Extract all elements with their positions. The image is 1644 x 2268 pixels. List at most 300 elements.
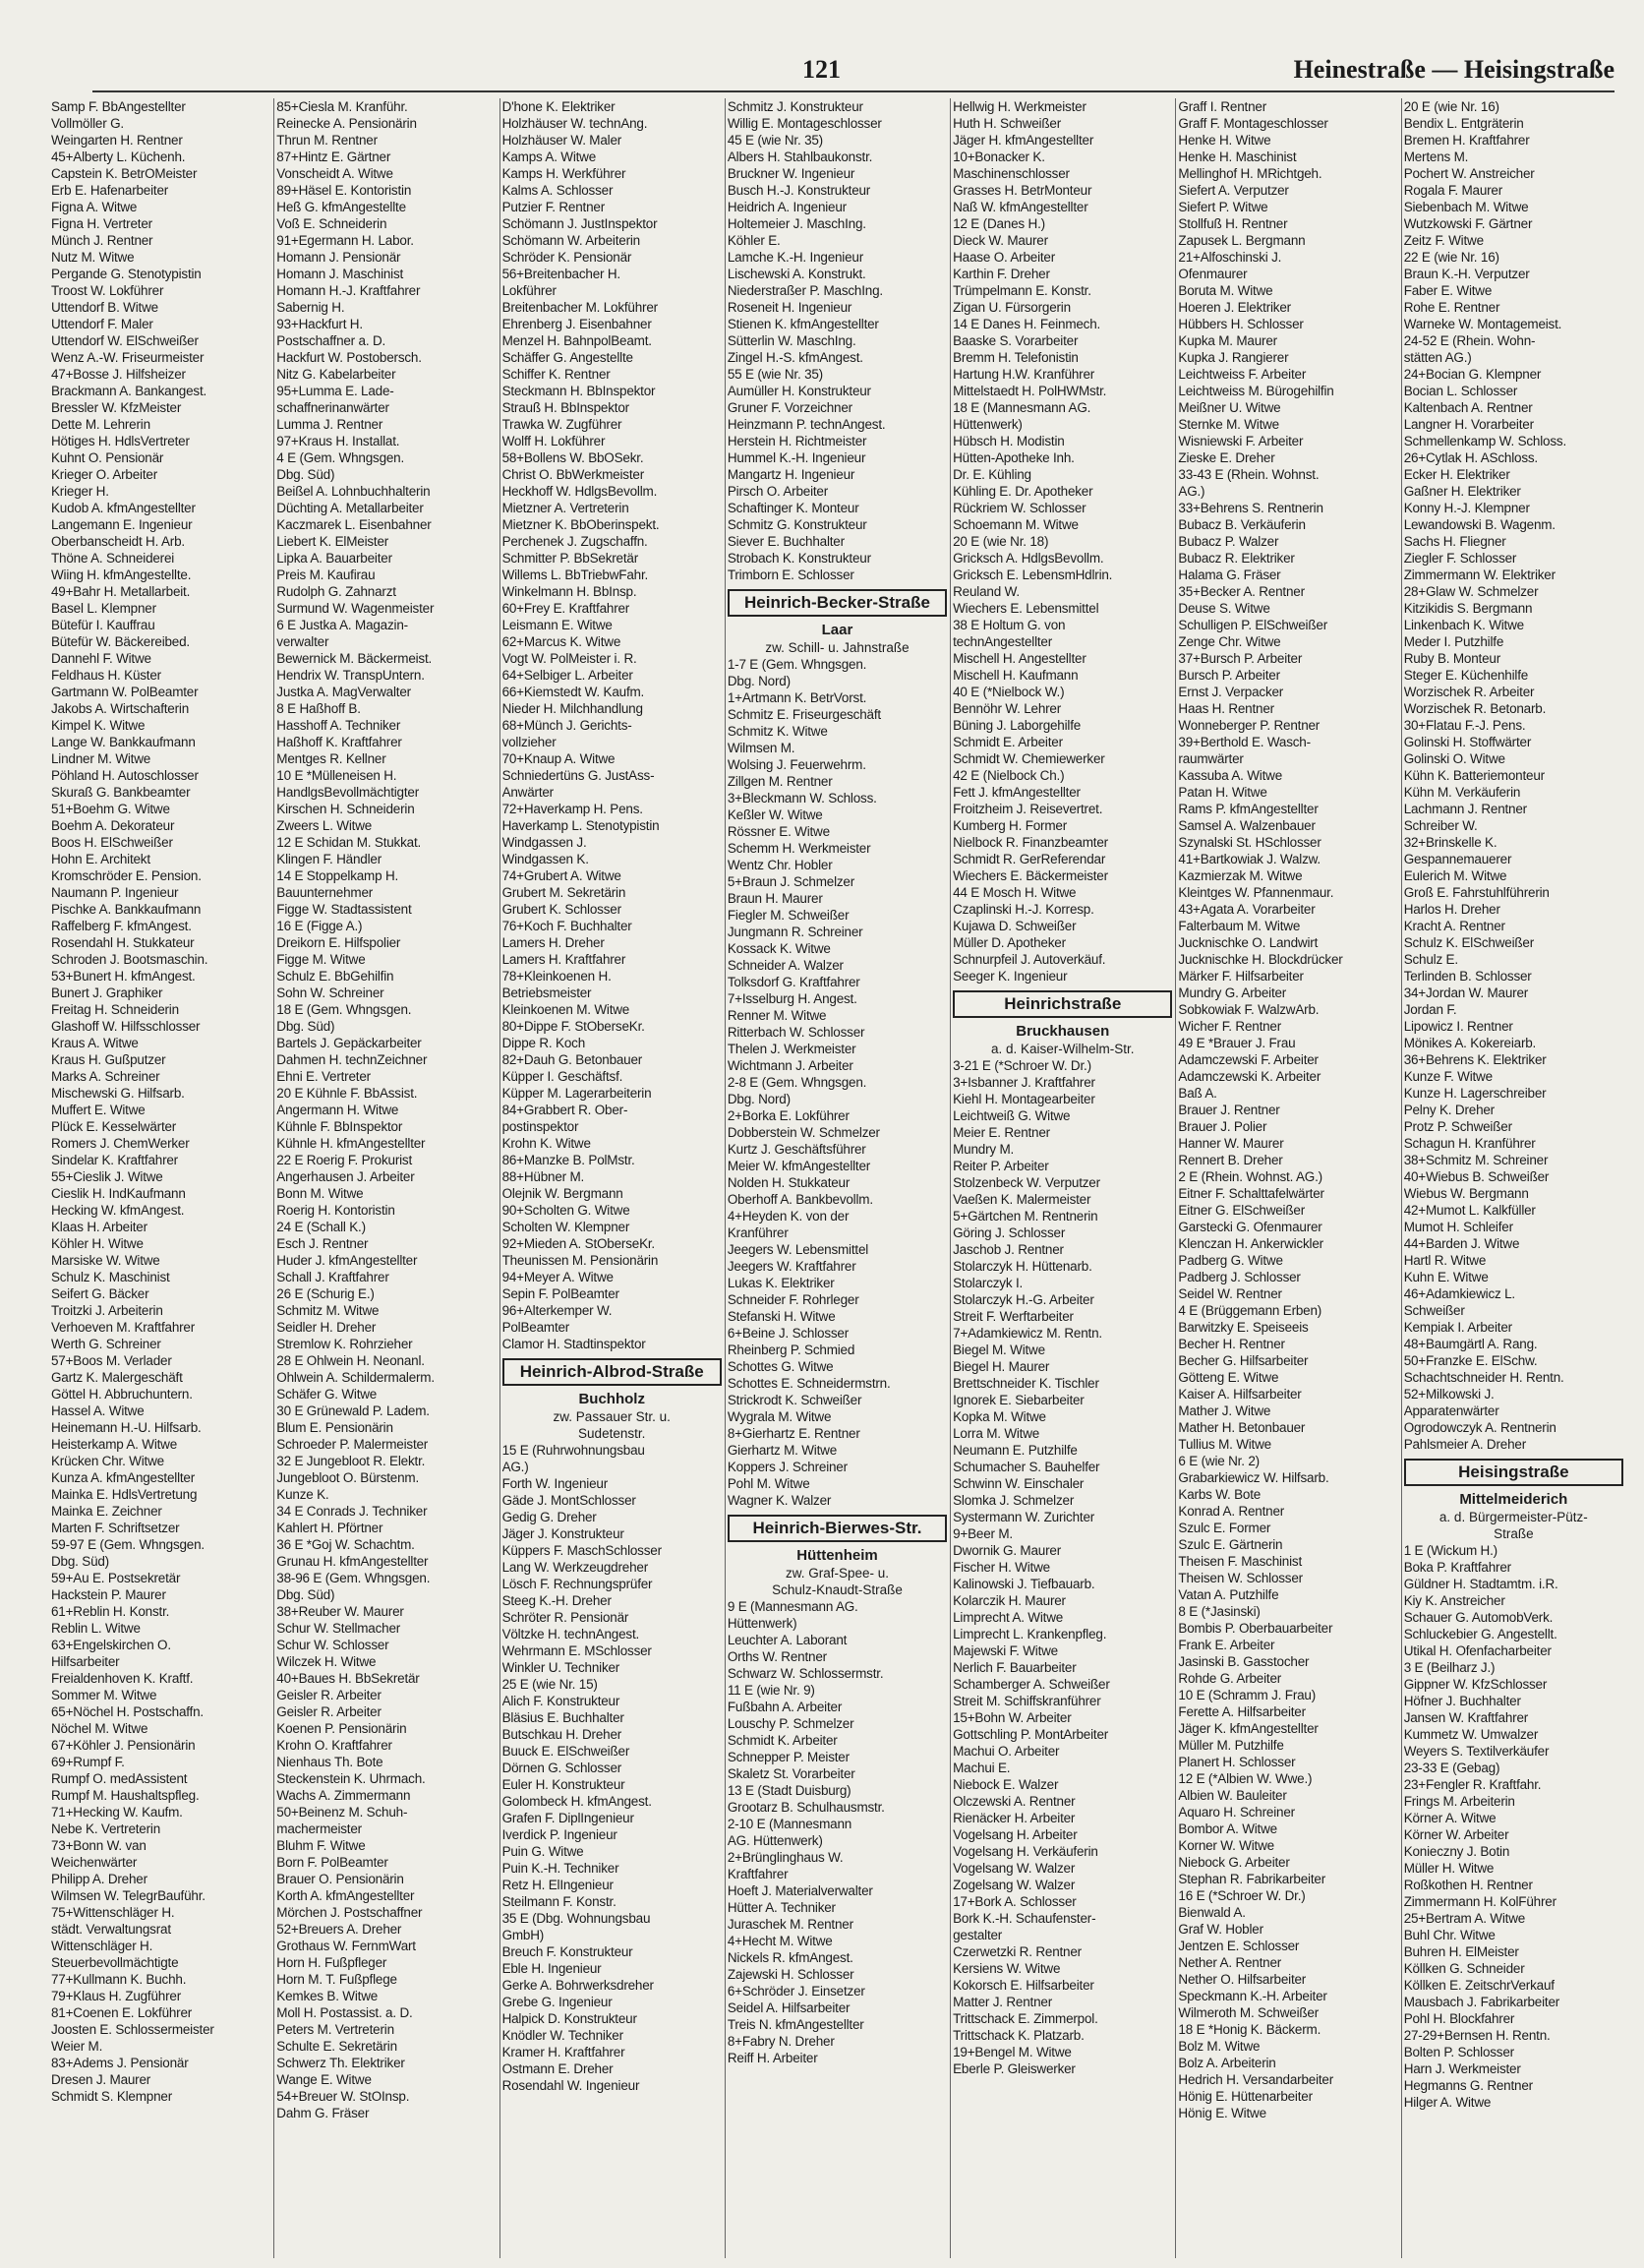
directory-entry: Buhl Chr. Witwe: [1403, 1928, 1496, 1942]
directory-entry: Mietzner A. Vertreterin: [501, 501, 629, 515]
directory-entry: Wentz Chr. Hobler: [727, 858, 833, 872]
directory-entry: Schmitz E. Friseurgeschäft: [727, 707, 881, 722]
street-heading: Heisingstraße: [1404, 1459, 1623, 1486]
directory-entry: Gricksch A. HdlgsBevollm.: [953, 551, 1104, 566]
directory-entry: Kimpel K. Witwe: [51, 718, 146, 733]
directory-entry: 12 E Schidan M. Stukkat.: [276, 835, 422, 850]
directory-entry: 35+Becker A. Rentner: [1178, 584, 1305, 599]
directory-entry: Puin K.-H. Techniker: [501, 1861, 619, 1876]
directory-entry: Nether A. Rentner: [1178, 1955, 1282, 1970]
directory-entry: Dannehl F. Witwe: [51, 651, 151, 666]
directory-entry: Perchenek J. Zugschaffn.: [501, 534, 648, 549]
directory-entry: Lipowicz I. Rentner: [1403, 1019, 1513, 1034]
directory-entry: Fett J. kfmAngestellter: [953, 785, 1081, 800]
directory-entry: Renner M. Witwe: [727, 1008, 827, 1023]
directory-entry: Wilczek H. Witwe: [276, 1654, 377, 1669]
directory-column-6: [1176, 98, 1401, 2258]
directory-entry: Thöne A. Schneiderei: [51, 551, 175, 566]
directory-entry: Lachmann J. Rentner: [1403, 802, 1527, 816]
directory-entry: Breitenbacher M. Lokführer: [501, 300, 658, 315]
directory-entry: 15 E (Ruhrwohnungsbau: [501, 1443, 645, 1458]
directory-entry: Wachs A. Zimmermann: [276, 1788, 411, 1803]
directory-entry: Müller D. Apotheker: [953, 935, 1066, 950]
directory-entry: AG.): [1178, 484, 1205, 499]
directory-entry: Schulz E.: [1403, 952, 1458, 967]
directory-entry: Szulc E. Former: [1178, 1521, 1271, 1535]
directory-entry: Barwitzky E. Speiseeis: [1178, 1320, 1309, 1335]
directory-entry: Treis N. kfmAngestellter: [727, 2017, 864, 2032]
directory-entry: 5+Gärtchen M. Rentnerin: [953, 1209, 1098, 1224]
directory-entry: Hellwig H. Werkmeister: [953, 99, 1086, 114]
directory-entry: 6+Beine J. Schlosser: [727, 1326, 850, 1341]
directory-entry: Horn H. Fußpfleger: [276, 1955, 387, 1970]
directory-entry: Seeger K. Ingenieur: [953, 969, 1068, 984]
directory-entry: Mischell H. Kaufmann: [953, 668, 1079, 683]
directory-entry: Homann J. Pensionär: [276, 250, 401, 265]
directory-entry: Systermann W. Zurichter: [953, 1510, 1095, 1524]
directory-entry: Lösch F. Rechnungsprüfer: [501, 1577, 653, 1591]
directory-entry: 12 E (Danes H.): [953, 216, 1045, 231]
directory-entry: Vogelsang H. Verkäuferin: [953, 1844, 1098, 1859]
directory-entry: Völtzke H. technAngest.: [501, 1627, 640, 1641]
street-location-note: Schulz-Knaudt-Straße: [772, 1582, 903, 1597]
directory-entry: Pirsch O. Arbeiter: [727, 484, 829, 499]
directory-entry: Kraftfahrer: [727, 1867, 789, 1881]
directory-entry: 28+Glaw W. Schmelzer: [1403, 584, 1539, 599]
directory-entry: Holzhäuser W. Maler: [501, 133, 622, 148]
directory-entry: Holtemeier J. MaschIng.: [727, 216, 866, 231]
directory-entry: Zeitz F. Witwe: [1403, 233, 1484, 248]
directory-entry: Mather J. Witwe: [1178, 1403, 1271, 1418]
directory-entry: Weichenwärter: [51, 1855, 138, 1870]
directory-entry: Steger E. Küchenhilfe: [1403, 668, 1529, 683]
directory-entry: AG. Hüttenwerk): [727, 1833, 823, 1848]
directory-entry: Schluckebier G. Angestellt.: [1403, 1627, 1557, 1641]
directory-entry: Grasses H. BetrMonteur: [953, 183, 1092, 198]
directory-entry: 49 E *Brauer J. Frau: [1178, 1036, 1296, 1050]
directory-entry: 89+Häsel E. Kontoristin: [276, 183, 412, 198]
directory-entry: Reinecke A. Pensionärin: [276, 116, 417, 131]
directory-entry: 64+Selbiger L. Arbeiter: [501, 668, 633, 683]
directory-entry: Adamczewski K. Arbeiter: [1178, 1069, 1321, 1084]
directory-entry: Grothaus W. FernmWart: [276, 1939, 416, 1953]
directory-entry: Heinemann H.-U. Hilfsarb.: [51, 1420, 202, 1435]
directory-entry: Garstecki G. Ofenmaurer: [1178, 1220, 1322, 1234]
directory-entry: Koenen P. Pensionärin: [276, 1721, 407, 1736]
directory-entry: Hecking W. kfmAngest.: [51, 1203, 185, 1218]
directory-entry: 53+Bunert H. kfmAngest.: [51, 969, 196, 984]
directory-entry: Schaftinger K. Monteur: [727, 501, 859, 515]
directory-entry: Bolten P. Schlosser: [1403, 2045, 1514, 2059]
directory-entry: Klenczan H. Ankerwickler: [1178, 1236, 1323, 1251]
directory-entry: Leuchter A. Laborant: [727, 1633, 848, 1647]
directory-entry: 39+Berthold E. Wasch-: [1178, 735, 1311, 749]
directory-entry: Kleintges W. Pfannenmaur.: [1178, 885, 1334, 900]
directory-entry: Kumberg H. Former: [953, 818, 1068, 833]
directory-entry: Baaske S. Vorarbeiter: [953, 333, 1079, 348]
directory-entry: HandlgsBevollmächtigter: [276, 785, 420, 800]
directory-entry: Kunza A. kfmAngestellter: [51, 1470, 196, 1485]
directory-entry: Karbs W. Bote: [1178, 1487, 1262, 1502]
directory-entry: Nickels R. kfmAngest.: [727, 1950, 853, 1965]
directory-entry: Knödler W. Techniker: [501, 2028, 623, 2043]
directory-entry: 1 E (Wickum H.): [1403, 1543, 1497, 1558]
directory-entry: Kamps H. Werkführer: [501, 166, 626, 181]
directory-entry: 17+Bork A. Schlosser: [953, 1894, 1077, 1909]
directory-entry: 80+Dippe F. StOberseKr.: [501, 1019, 645, 1034]
directory-entry: Mainka E. Zeichner: [51, 1504, 162, 1519]
directory-entry: 63+Engelskirchen O.: [51, 1638, 171, 1652]
directory-entry: 96+Alterkemper W.: [501, 1303, 613, 1318]
directory-entry: Halpick D. Konstrukteur: [501, 2011, 637, 2026]
directory-entry: 3-21 E (*Schroer W. Dr.): [953, 1058, 1091, 1073]
directory-entry: Kraus H. Gußputzer: [51, 1052, 166, 1067]
directory-entry: Reiff H. Arbeiter: [727, 2051, 818, 2065]
directory-entry: Nienhaus Th. Bote: [276, 1755, 383, 1769]
directory-entry: Wicher F. Rentner: [1178, 1019, 1282, 1034]
directory-entry: 61+Reblin H. Konstr.: [51, 1604, 170, 1619]
directory-entry: Scholten W. Klempner: [501, 1220, 630, 1234]
directory-entry: Cieslik H. IndKaufmann: [51, 1186, 186, 1201]
directory-entry: Kummetz W. Umwalzer: [1403, 1727, 1539, 1742]
directory-entry: Klaas H. Arbeiter: [51, 1220, 147, 1234]
directory-entry: Kuhn E. Witwe: [1403, 1270, 1489, 1284]
directory-entry: Jäger K. kfmAngestellter: [1178, 1721, 1319, 1736]
directory-entry: 25 E (wie Nr. 15): [501, 1677, 598, 1692]
directory-entry: Siever E. Buchhalter: [727, 534, 845, 549]
directory-entry: Kalinowski J. Tiefbauarb.: [953, 1577, 1095, 1591]
directory-entry: Henke H. Maschinist: [1178, 149, 1297, 164]
directory-column-5: [951, 98, 1176, 2258]
directory-entry: 92+Mieden A. StOberseKr.: [501, 1236, 655, 1251]
directory-entry: Strobach K. Konstrukteur: [727, 551, 871, 566]
directory-entry: 69+Rumpf F.: [51, 1755, 125, 1769]
directory-entry: Bruckner W. Ingenieur: [727, 166, 855, 181]
directory-entry: Biegel M. Witwe: [953, 1343, 1045, 1357]
directory-entry: Mittelstaedt H. PolHWMstr.: [953, 384, 1107, 398]
directory-entry: Steilmann F. Konstr.: [501, 1894, 616, 1909]
directory-entry: Mangartz H. Ingenieur: [727, 467, 855, 482]
directory-entry: Machui O. Arbeiter: [953, 1744, 1060, 1759]
street-location-note: a. d. Bürgermeister-Pütz-: [1438, 1510, 1588, 1524]
directory-entry: Kiy K. Anstreicher: [1403, 1593, 1505, 1608]
directory-entry: Pöhland H. Autoschlosser: [51, 768, 199, 783]
directory-entry: Seidel W. Rentner: [1178, 1286, 1282, 1301]
directory-entry: Winkelmann H. BbInsp.: [501, 584, 637, 599]
directory-entry: Mertens M.: [1403, 149, 1469, 164]
directory-entry: Boruta M. Witwe: [1178, 283, 1273, 298]
directory-entry: Trümpelmann E. Konstr.: [953, 283, 1091, 298]
directory-entry: Vogelsang W. Walzer: [953, 1861, 1076, 1876]
directory-entry: Speckmann K.-H. Arbeiter: [1178, 1989, 1327, 2003]
directory-entry: Brettschneider K. Tischler: [953, 1376, 1099, 1391]
directory-entry: Sepin F. PolBeamter: [501, 1286, 619, 1301]
directory-entry: verwalter: [276, 634, 329, 649]
directory-entry: Wichtmann J. Arbeiter: [727, 1058, 853, 1073]
directory-entry: Stefanski H. Witwe: [727, 1309, 836, 1324]
directory-entry: Hedrich H. Versandarbeiter: [1178, 2072, 1334, 2087]
directory-entry: Gippner W. KfzSchlosser: [1403, 1677, 1548, 1692]
directory-entry: Dahmen H. technZeichner: [276, 1052, 428, 1067]
directory-entry: Bendix L. Entgräterin: [1403, 116, 1524, 131]
directory-entry: 88+Hübner M.: [501, 1169, 585, 1184]
directory-entry: Nöchel M. Witwe: [51, 1721, 148, 1736]
directory-entry: Theisen W. Schlosser: [1178, 1571, 1303, 1585]
directory-entry: Schulz K. ElSchweißer: [1403, 935, 1535, 950]
directory-entry: 8 E (*Jasinski): [1178, 1604, 1261, 1619]
directory-entry: 2 E (Rhein. Wohnst. AG.): [1178, 1169, 1322, 1184]
directory-entry: Kahlert H. Pförtner: [276, 1521, 383, 1535]
directory-entry: Postschaffner a. D.: [276, 333, 386, 348]
directory-entry: Gespannemauerer: [1403, 852, 1512, 866]
directory-entry: Müller H. Witwe: [1403, 1861, 1495, 1876]
directory-entry: Haas H. Rentner: [1178, 701, 1274, 716]
directory-entry: 40 E (*Nielbock W.): [953, 685, 1065, 699]
directory-entry: Schreiber W.: [1403, 818, 1478, 833]
directory-entry: Ehrenberg J. Eisenbahner: [501, 317, 652, 331]
directory-entry: 8+Gierhartz E. Rentner: [727, 1426, 860, 1441]
directory-entry: Theunissen M. Pensionärin: [501, 1253, 659, 1268]
directory-entry: Wilmsen W. TelegrBauführ.: [51, 1888, 206, 1903]
locality-heading: Buchholz: [578, 1391, 645, 1407]
directory-entry: Hackstein P. Maurer: [51, 1587, 166, 1602]
directory-entry: Lischewski A. Konstrukt.: [727, 267, 866, 281]
directory-entry: 78+Kleinkoenen H.: [501, 969, 612, 984]
directory-entry: Dr. E. Kühling: [953, 467, 1031, 482]
directory-entry: Schweißer: [1403, 1303, 1465, 1318]
directory-entry: 40+Baues H. BbSekretär: [276, 1671, 420, 1686]
directory-entry: Erb E. Hafenarbeiter: [51, 183, 169, 198]
directory-entry: Gaßner H. Elektriker: [1403, 484, 1521, 499]
directory-entry: Gerke A. Bohrwerksdreher: [501, 1978, 654, 1993]
directory-entry: 38+Schmitz M. Schreiner: [1403, 1153, 1549, 1167]
directory-entry: Stolarczyk H. Hüttenarb.: [953, 1259, 1092, 1274]
directory-entry: 35 E (Dbg. Wohnungsbau: [501, 1911, 651, 1926]
directory-entry: 72+Haverkamp H. Pens.: [501, 802, 643, 816]
directory-entry: Buuck E. ElSchweißer: [501, 1744, 630, 1759]
page-header: [92, 49, 1615, 92]
directory-entry: Pahlsmeier A. Dreher: [1403, 1437, 1526, 1452]
directory-entry: Gruner F. Vorzeichner: [727, 400, 852, 415]
directory-entry: Kempiak I. Arbeiter: [1403, 1320, 1512, 1335]
directory-entry: Müller M. Putzhilfe: [1178, 1738, 1284, 1753]
directory-entry: Vaeßen K. Malermeister: [953, 1192, 1091, 1207]
directory-entry: 44+Barden J. Witwe: [1403, 1236, 1520, 1251]
directory-entry: 33-43 E (Rhein. Wohnst.: [1178, 467, 1320, 482]
directory-entry: Bläsius E. Buchhalter: [501, 1710, 624, 1725]
directory-entry: 58+Bollens W. BbOSekr.: [501, 450, 644, 465]
directory-entry: Mundry G. Arbeiter: [1178, 985, 1287, 1000]
directory-entry: Dbg. Nord): [727, 674, 791, 688]
directory-entry: Kuhnt O. Pensionär: [51, 450, 164, 465]
directory-entry: Schur W. Schlosser: [276, 1638, 389, 1652]
directory-entry: Seifert G. Bäcker: [51, 1286, 149, 1301]
directory-entry: 62+Marcus K. Witwe: [501, 634, 621, 649]
directory-entry: 52+Breuers A. Dreher: [276, 1922, 402, 1937]
directory-entry: Vonscheidt A. Witwe: [276, 166, 393, 181]
directory-entry: 73+Bonn W. van: [51, 1838, 147, 1853]
directory-entry: Steckmann H. BbInspektor: [501, 384, 656, 398]
directory-entry: Theisen F. Maschinist: [1178, 1554, 1303, 1569]
directory-entry: Dbg. Nord): [727, 1092, 791, 1106]
directory-entry: Christ O. BbWerkmeister: [501, 467, 644, 482]
directory-entry: Matter J. Rentner: [953, 1995, 1053, 2009]
directory-entry: Becher G. Hilfsarbeiter: [1178, 1353, 1309, 1368]
directory-entry: 32+Brinskelle K.: [1403, 835, 1497, 850]
directory-entry: Bütefür I. Kauffrau: [51, 618, 155, 632]
directory-entry: 19+Bengel M. Witwe: [953, 2045, 1072, 2059]
directory-entry: Stephan R. Fabrikarbeiter: [1178, 1872, 1325, 1886]
directory-entry: Samsel A. Walzenbauer: [1178, 818, 1316, 833]
directory-entry: Grabarkiewicz W. Hilfsarb.: [1178, 1470, 1329, 1485]
directory-entry: 7+Isselburg H. Angest.: [727, 991, 857, 1006]
directory-entry: Kromschröder E. Pension.: [51, 868, 202, 883]
directory-entry: D'hone K. Elektriker: [501, 99, 616, 114]
directory-entry: Kaczmarek L. Eisenbahner: [276, 517, 432, 532]
directory-entry: Hohn E. Architekt: [51, 852, 150, 866]
directory-entry: Kramer H. Kraftfahrer: [501, 2045, 625, 2059]
directory-entry: Sindelar K. Kraftfahrer: [51, 1153, 178, 1167]
directory-entry: 9+Beer M.: [953, 1526, 1013, 1541]
street-heading: Heinrich-Albrod-Straße: [502, 1358, 722, 1386]
directory-entry: Schroden J. Bootsmaschin.: [51, 952, 208, 967]
directory-entry: Schamberger A. Schweißer: [953, 1677, 1110, 1692]
directory-entry: Kunze H. Lagerschreiber: [1403, 1086, 1547, 1101]
directory-entry: Tullius M. Witwe: [1178, 1437, 1271, 1452]
directory-entry: Schottes G. Witwe: [727, 1359, 834, 1374]
directory-entry: Bubacz B. Verkäuferin: [1178, 517, 1306, 532]
directory-entry: 41+Bartkowiak J. Walzw.: [1178, 852, 1321, 866]
directory-entry: Czerwetzki R. Rentner: [953, 1944, 1082, 1959]
locality-heading: Mittelmeiderich: [1459, 1491, 1568, 1508]
directory-entry: Hönig E. Witwe: [1178, 2106, 1266, 2120]
directory-entry: Kühnle F. BbInspektor: [276, 1119, 403, 1134]
directory-entry: Dreikorn E. Hilfspolier: [276, 935, 401, 950]
directory-entry: Siefert P. Witwe: [1178, 200, 1268, 214]
directory-entry: Jungmann R. Schreiner: [727, 925, 863, 939]
directory-entry: 23+Fengler R. Kraftfahr.: [1403, 1777, 1542, 1792]
directory-entry: Krücken Chr. Witwe: [51, 1454, 164, 1468]
directory-entry: Wygrala M. Witwe: [727, 1409, 832, 1424]
directory-entry: Iverdick P. Ingenieur: [501, 1827, 617, 1842]
directory-entry: Köllken E. ZeitschrVerkauf: [1403, 1978, 1555, 1993]
directory-entry: Beißel A. Lohnbuchhalterin: [276, 484, 431, 499]
directory-entry: Streit M. Schiffskranführer: [953, 1694, 1101, 1708]
directory-entry: Rams P. kfmAngestellter: [1178, 802, 1319, 816]
directory-entry: Schulz E. BbGehilfin: [276, 969, 394, 984]
directory-entry: Stremlow K. Rohrzieher: [276, 1337, 413, 1351]
directory-entry: Naß W. kfmAngestellter: [953, 200, 1088, 214]
directory-entry: Zapusek L. Bergmann: [1178, 233, 1306, 248]
directory-entry: Eitner G. ElSchweißer: [1178, 1203, 1305, 1218]
directory-entry: Bartels J. Gepäckarbeiter: [276, 1036, 422, 1050]
directory-entry: Konny H.-J. Klempner: [1403, 501, 1530, 515]
directory-entry: Streit F. Werftarbeiter: [953, 1309, 1074, 1324]
directory-entry: Rennert B. Dreher: [1178, 1153, 1283, 1167]
directory-entry: 42+Mumot L. Kalkfüller: [1403, 1203, 1536, 1218]
directory-entry: Olczewski A. Rentner: [953, 1794, 1076, 1809]
directory-entry: Graff F. Montageschlosser: [1178, 116, 1328, 131]
directory-entry: Kersiens W. Witwe: [953, 1961, 1061, 1976]
directory-entry: machermeister: [276, 1821, 362, 1836]
directory-entry: Mischewski G. Hilfsarb.: [51, 1086, 185, 1101]
directory-entry: Ogrodowczyk A. Rentnerin: [1403, 1420, 1556, 1435]
directory-entry: Haverkamp L. Stenotypistin: [501, 818, 660, 833]
directory-entry: Wehrmann E. MSchlosser: [501, 1643, 652, 1658]
directory-entry: Keßler W. Witwe: [727, 807, 823, 822]
directory-entry: städt. Verwaltungsrat: [51, 1922, 171, 1937]
directory-entry: 77+Kullmann K. Buchh.: [51, 1972, 187, 1987]
directory-entry: Dippe R. Koch: [501, 1036, 586, 1050]
directory-entry: Brackmann A. Bankangest.: [51, 384, 207, 398]
locality-heading: Hüttenheim: [796, 1547, 878, 1564]
directory-entry: Zajewski H. Schlosser: [727, 1967, 854, 1982]
directory-entry: Tolksdorf G. Kraftfahrer: [727, 975, 860, 989]
directory-entry: Uttendorf W. ElSchweißer: [51, 333, 199, 348]
directory-entry: Dbg. Süd): [276, 1587, 335, 1602]
directory-entry: Dresen J. Maurer: [51, 2072, 151, 2087]
directory-entry: 28 E Ohlwein H. Neonanl.: [276, 1353, 425, 1368]
directory-entry: 21+Alfoschinski J.: [1178, 250, 1282, 265]
directory-entry: Zogelsang W. Walzer: [953, 1878, 1076, 1892]
directory-entry: 26+Cytlak H. ASchloss.: [1403, 450, 1538, 465]
directory-entry: 30 E Grünewald P. Ladem.: [276, 1403, 430, 1418]
directory-entry: Groß E. Fahrstuhlführerin: [1403, 885, 1550, 900]
directory-entry: 20 E (wie Nr. 18): [953, 534, 1049, 549]
directory-entry: Bombis P. Oberbauarbeiter: [1178, 1621, 1333, 1636]
directory-entry: Nitz G. Kabelarbeiter: [276, 367, 396, 382]
directory-entry: Hönig E. Hüttenarbeiter: [1178, 2089, 1313, 2104]
directory-entry: 13 E (Stadt Duisburg): [727, 1783, 851, 1798]
directory-entry: Bluhm F. Witwe: [276, 1838, 366, 1853]
directory-entry: Hartung H.W. Kranführer: [953, 367, 1095, 382]
directory-entry: Forth W. Ingenieur: [501, 1476, 609, 1491]
directory-entry: Köllken G. Schneider: [1403, 1961, 1525, 1976]
street-location-note: Sudetenstr.: [578, 1426, 646, 1441]
directory-column-7: [1402, 98, 1626, 2258]
directory-entry: Boos H. ElSchweißer: [51, 835, 173, 850]
directory-entry: 59+Au E. Postsekretär: [51, 1571, 181, 1585]
directory-entry: Schwinn W. Einschaler: [953, 1476, 1085, 1491]
directory-entry: Hütten-Apotheke Inh.: [953, 450, 1075, 465]
directory-entry: Schmidt W. Chemiewerker: [953, 751, 1105, 766]
directory-entry: Linkenbach K. Witwe: [1403, 618, 1524, 632]
directory-entry: Aumüller H. Konstrukteur: [727, 384, 871, 398]
directory-entry: Schömann W. Arbeiterin: [501, 233, 640, 248]
directory-entry: Krieger O. Arbeiter: [51, 467, 157, 482]
directory-entry: Zieske E. Dreher: [1178, 450, 1275, 465]
directory-entry: Vogelsang H. Arbeiter: [953, 1827, 1078, 1842]
directory-entry: Zimmermann W. Elektriker: [1403, 567, 1556, 582]
directory-entry: 6 E Justka A. Magazin-: [276, 618, 408, 632]
directory-entry: Lange W. Bankkaufmann: [51, 735, 196, 749]
directory-entry: Gottschling P. MontArbeiter: [953, 1727, 1109, 1742]
directory-entry: Samp F. BbAngestellter: [51, 99, 186, 114]
directory-entry: 1+Artmann K. BetrVorst.: [727, 690, 867, 705]
directory-entry: Sobkowiak F. WalzwArb.: [1178, 1002, 1320, 1017]
directory-column-2: [274, 98, 499, 2258]
directory-entry: Kaiser A. Hilfsarbeiter: [1178, 1387, 1302, 1402]
directory-entry: Mather H. Betonbauer: [1178, 1420, 1306, 1435]
directory-entry: Köhler H. Witwe: [51, 1236, 144, 1251]
directory-entry: 24 E (Schall K.): [276, 1220, 366, 1234]
directory-entry: Leichtweiß G. Witwe: [953, 1108, 1071, 1123]
directory-entry: Graff I. Rentner: [1178, 99, 1266, 114]
directory-entry: 75+Wittenschläger H.: [51, 1905, 175, 1920]
directory-entry: Freitag H. Schneiderin: [51, 1002, 179, 1017]
directory-entry: Zimmermann H. KolFührer: [1403, 1894, 1556, 1909]
directory-entry: Angermann H. Witwe: [276, 1103, 399, 1117]
